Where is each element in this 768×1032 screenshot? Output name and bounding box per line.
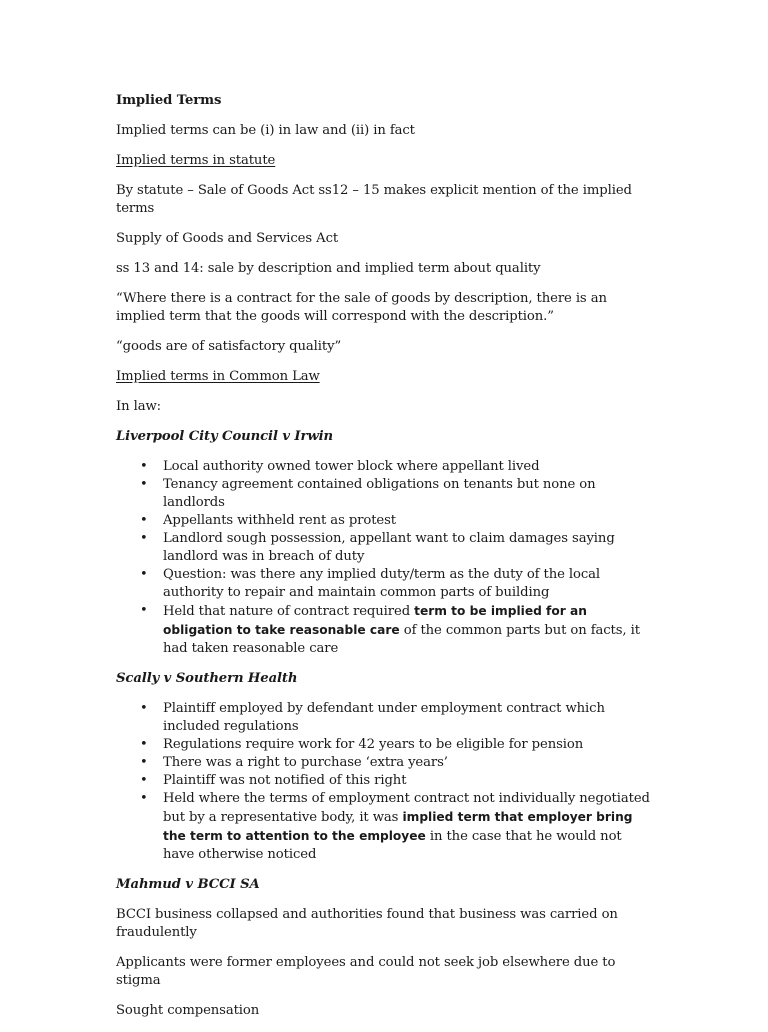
statute-quote-2: “goods are of satisfactory quality” (116, 339, 342, 354)
case-title-liverpool: Liverpool City Council v Irwin (116, 429, 333, 444)
case-title-scally: Scally v Southern Health (116, 671, 298, 686)
list-item: • Regulations require work for 42 years to be eligible for pension (116, 736, 656, 754)
statute-paragraph-1: By statute – Sale of Goods Act ss12 – 15 makes explicit mention of the implied terms (116, 183, 632, 216)
document-page (116, 92, 656, 1032)
common-law-heading: Implied terms in Common Law (116, 369, 320, 384)
intro-paragraph: Implied terms can be (i) in law and (ii) in fact (116, 123, 415, 138)
list-item (116, 790, 656, 864)
list-item: • Question: was there any implied duty/term as the duty of the local authority to repair and maintain common parts of building (116, 566, 656, 602)
bullet-bold-text: implied term that employer bring the term to attention to the employee (163, 810, 633, 843)
in-law-label: In law: (116, 399, 162, 414)
bullet-text: Held where the terms of employment contract not individually negotiated but by a representative body, it was (163, 791, 650, 825)
document-title: Implied Terms (116, 93, 222, 108)
list-item: • Plaintiff was not notified of this right (116, 772, 656, 790)
statute-paragraph-2: Supply of Goods and Services Act (116, 231, 339, 246)
list-item: • Local authority owned tower block where appellant lived (116, 458, 656, 476)
bullet-text: of the common parts but on facts, it had taken reasonable care (163, 623, 640, 656)
case-bullets-liverpool (116, 458, 656, 658)
mahmud-paragraph-3: Sought compensation (116, 1003, 260, 1018)
mahmud-paragraph-2: Applicants were former employees and could not seek job elsewhere due to stigma (116, 955, 616, 988)
mahmud-paragraph-1: BCCI business collapsed and authorities found that business was carried on fraudulently (116, 907, 618, 940)
statute-paragraph-3: ss 13 and 14: sale by description and implied term about quality (116, 261, 541, 276)
bullet-text: in the case that he would not have otherwise noticed (163, 829, 622, 862)
list-item: • Tenancy agreement contained obligations on tenants but none on landlords (116, 476, 656, 512)
bullet-text: Held that nature of contract required (163, 604, 415, 619)
list-item (116, 602, 656, 658)
statute-quote-1: “Where there is a contract for the sale of goods by description, there is an implied term that the goods will correspond with the description.” (116, 291, 607, 324)
list-item: • Landlord sough possession, appellant want to claim damages saying landlord was in breach of duty (116, 530, 656, 566)
statute-heading: Implied terms in statute (116, 153, 276, 168)
list-item: • Appellants withheld rent as protest (116, 512, 656, 530)
list-item: • There was a right to purchase ‘extra years’ (116, 754, 656, 772)
case-bullets-scally (116, 700, 656, 864)
list-item: • Plaintiff employed by defendant under employment contract which included regulations (116, 700, 656, 736)
case-title-mahmud: Mahmud v BCCI SA (116, 877, 260, 892)
bullet-bold-text: term to be implied for an obligation to take reasonable care (163, 604, 587, 637)
